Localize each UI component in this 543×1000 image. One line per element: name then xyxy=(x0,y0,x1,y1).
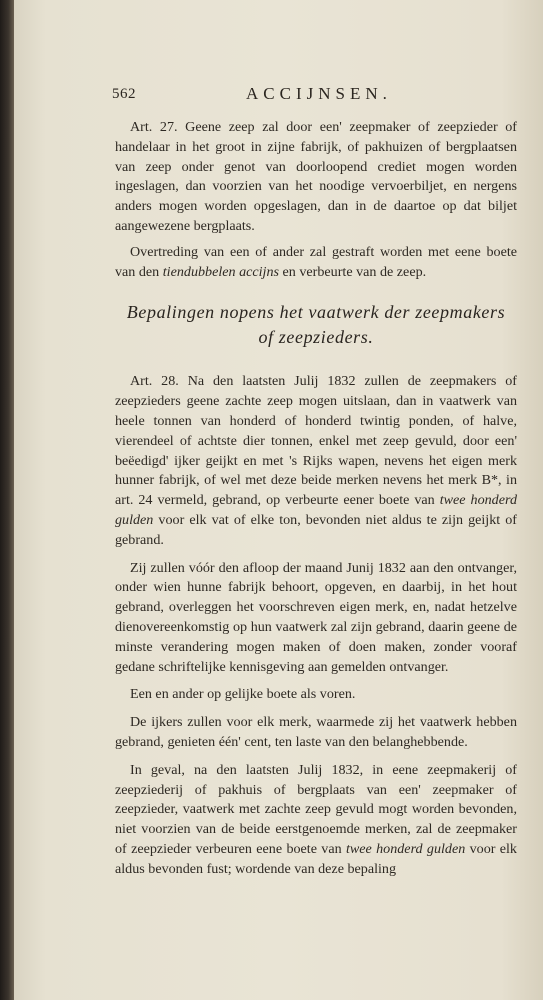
paragraph-text: Een en ander op gelijke boete als voren. xyxy=(130,686,356,703)
paragraph-art-28 xyxy=(115,372,517,550)
paragraph-in-geval xyxy=(115,761,517,880)
paragraph-same-fine xyxy=(115,685,517,705)
paragraph-text: Geene zeep zal door een' zeepmaker of zeepzieder of handelaar in het groot in zijne fabrijk, of pakhuizen of bergplaatsen van zeep onder genot van doorloopend crediet mogen worden ingeslagen, dan voorzien van het noodige vervoerbiljet, en nergens anders mogen worden opgeslagen, dan in de daartoe op dat biljet aangewezene bergplaats. xyxy=(115,119,518,234)
paragraph-declaration xyxy=(115,559,517,678)
paragraph-ijkers xyxy=(115,713,517,753)
section-heading-line: Bepalingen nopens het vaatwerk der zeepmakers xyxy=(126,302,506,323)
paragraph-text: In geval, na den laatsten Julij 1832, in eene zeepmakerij of zeepziederij of pakhuis of bergplaats van een' zeepmaker of zeepzieder, vaatwerk met zachte zeep gevuld mogt worden bevonden, niet voorzien van de beide eerstgenoemde merken, zal de zeepmaker of zeepzieder verbeuren eene boete van xyxy=(115,761,517,857)
paragraph-text: Overtreding van een of ander zal gestraft worden met eene boete van den xyxy=(115,243,517,280)
page-body xyxy=(115,118,517,888)
paragraph-text: en verbeurte van de zeep. xyxy=(282,263,427,280)
section-heading xyxy=(115,300,517,350)
article-label: Art. 27. xyxy=(130,119,178,135)
emphasized-text: tiendubbelen accijns xyxy=(162,263,280,280)
running-head: ACCIJNSEN. xyxy=(246,84,392,103)
article-label: Art. 28. xyxy=(130,373,179,390)
paragraph-art-27 xyxy=(115,118,517,237)
paragraph-text: De ijkers zullen voor elk merk, waarmede zij het vaatwerk hebben gebrand, genieten één' cent, ten laste van den belanghebbende. xyxy=(115,714,517,750)
section-heading-line: of zeepzieders. xyxy=(258,327,374,348)
book-gutter xyxy=(0,0,14,1000)
paragraph-text: voor elk vat of elke ton, bevonden niet aldus te zijn geijkt of gebrand. xyxy=(115,511,517,548)
paragraph-penalty-27 xyxy=(115,243,517,283)
paragraph-text: voor elk aldus bevonden fust; wordende van deze bepaling xyxy=(115,840,517,877)
emphasized-text: twee honderd gulden xyxy=(345,840,466,857)
paragraph-text: Zij zullen vóór den afloop der maand Junij 1832 aan den ontvanger, onder wien hunne fabrijk behoort, opgeven, en daarbij, in het hout gebrand, overleggen het voorschreven eigen merk, en, nadat hetzelve dienovereenkomstig op hun vaatwerk zal zijn gebrand, daarin geene de minste verandering mogen maken of doen maken, zonder vooraf gedane schriftelijke kennisgeving aan gemelden ontvanger. xyxy=(115,559,517,675)
page-number: 562 xyxy=(112,86,136,102)
paragraph-text: Na den laatsten Julij 1832 zullen de zeepmakers of zeepzieders geene zachte zeep mogen uitslaan, dan in vaatwerk van heele tonnen van honderd of honderd twintig ponden, of halve, vierendeel of achtste dier tonnen, enkel met zeep gevuld, door een' beëedigd' ijker geijkt en met 's Rijks wapen, nevens het eigen merk hunner fabrijk, of wel met deze beide merken nevens het merk B*, in art. 24 vermeld, gebrand, op verbeurte eener boete van xyxy=(115,373,518,509)
emphasized-text: twee honderd gulden xyxy=(115,492,517,528)
